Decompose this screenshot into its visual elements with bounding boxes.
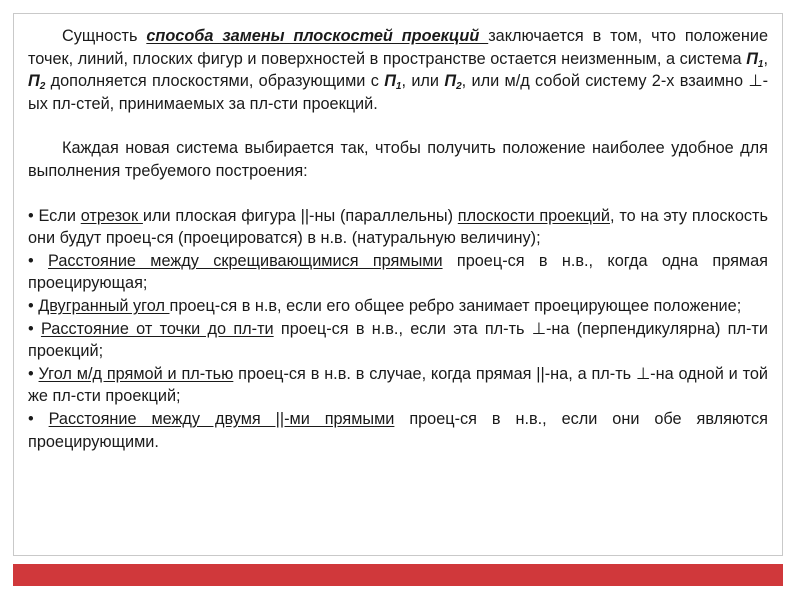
plane-p1-label-2: $П_1$: [384, 72, 402, 93]
bullet-item: • Если отрезок или плоская фигура ||-ны (параллельны) плоскости проекций, то на эту плоскость они будут проец-ся (проецироватся) в н.в. (натуральную величину);: [28, 206, 768, 248]
intro-text-end: , или м/д собой систему 2-х взаимно ⊥-ых пл-стей, принимаемых за пл-сти проекций.: [28, 72, 768, 113]
plane-p1-label: $П_1$: [746, 49, 764, 70]
plane-p2-label-2: $П_2$: [444, 72, 462, 93]
intro-text-mid: дополняется плоскостями, образующими с: [45, 72, 385, 91]
bullet-item: • Двугранный угол проец-ся в н.в, если его общее ребро занимает проецирующее положение;: [28, 296, 742, 315]
intro-text-body: заключается в том, что положение точек, линий, плоских фигур и поверхностей в пространстве остается неизменным, а система: [28, 27, 768, 68]
intro-comma: ,: [763, 49, 768, 68]
bullet-item: • Расстояние между скрещивающимися прямыми проец-ся в н.в., когда одна прямая проецирующая;: [28, 251, 768, 293]
plane-p2-label: $П_2$: [28, 72, 46, 93]
bullet-item: • Расстояние от точки до пл-ти проец-ся в н.в., если эта пл-ть ⊥-на (перпендикулярна) пл-ти проекций;: [28, 319, 768, 361]
bullet-item: • Угол м/д прямой и пл-тью проец-ся в н.в. в случае, когда прямая ||-на, а пл-ть ⊥-на одной и той же пл-сти проекций;: [28, 364, 769, 406]
bullet-item: • Расстояние между двумя ||-ми прямыми проец-ся в н.в., если они обе являются проецирующими.: [28, 409, 768, 451]
method-name-emphasis: способа замены плоскостей проекций: [146, 27, 489, 45]
intro-text-start: Сущность: [62, 27, 147, 45]
second-paragraph: Каждая новая система выбирается так, чтобы получить положение наиболее удобное для выполнения требуемого построения:: [28, 139, 768, 180]
slide-text-body: [28, 25, 768, 453]
accent-footer-bar: [13, 564, 783, 586]
intro-text-or: , или: [401, 72, 445, 91]
intro-paragraph: [28, 25, 768, 115]
